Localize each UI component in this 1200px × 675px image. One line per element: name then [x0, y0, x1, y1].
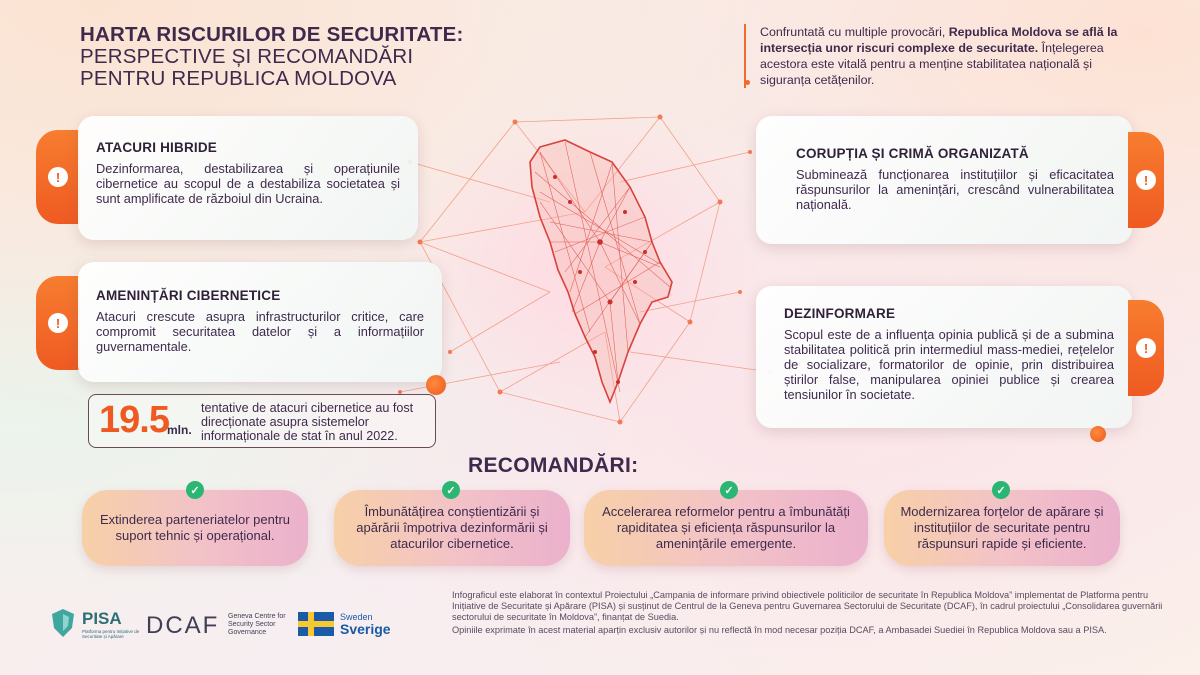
- page-title: [80, 24, 500, 90]
- corruption-title: CORUPȚIA ȘI CRIMĂ ORGANIZATĂ: [796, 146, 1029, 161]
- pisa-name: PISA: [82, 609, 122, 628]
- disinformation-title: DEZINFORMARE: [784, 306, 896, 321]
- pisa-subtitle: Platforma pentru Inițiative de Securitate și Apărare: [82, 629, 140, 639]
- title-line-2: PERSPECTIVE ȘI RECOMANDĂRI: [80, 45, 414, 68]
- warning-icon: !: [1136, 338, 1156, 358]
- dcaf-name: DCAF: [146, 612, 220, 639]
- recommendation-item: [884, 490, 1120, 566]
- recommendations-title: RECOMANDĂRI:: [468, 454, 639, 477]
- intro-part-2: Înțelegerea acestora este vitală pentru a menține stabilitatea națională și siguranța cetățenilor.: [760, 41, 1104, 87]
- cyber-threats-text: Atacuri crescute asupra infrastructurilor critice, care compromit securitatea datelor și a informațiilor guvernamentale.: [96, 309, 424, 354]
- pisa-logo: [50, 608, 150, 638]
- title-line-1: HARTA RISCURILOR DE SECURITATE:: [80, 23, 464, 46]
- check-icon: ✓: [992, 481, 1010, 499]
- stat-number: 19.5: [99, 399, 169, 441]
- disinformation-card: [756, 286, 1132, 428]
- footer-disclaimer: [452, 590, 1172, 638]
- recommendation-item: [82, 490, 308, 566]
- recommendation-item: [584, 490, 868, 566]
- recommendation-text: Extinderea parteneriatelor pentru suport tehnic și operațional.: [99, 512, 291, 543]
- warning-icon: !: [48, 313, 68, 333]
- sweden-line-1: Sweden: [340, 612, 373, 622]
- disinformation-accent-dot: [1090, 426, 1106, 442]
- recommendation-text: Modernizarea forțelor de apărare și instituțiilor de securitate pentru răspunsuri rapide și eficiente.: [900, 504, 1104, 551]
- footer-paragraph-1: Infograficul este elaborat în contextul Proiectului „Campania de informare privind obiectivele politicilor de securitate în Republica Moldova” implementat de Platforma pentru Inițiative de Securitate și Apărare (PISA) și susținut de Centrul de la Geneva pentru Guvernarea Sectorului de Securitate (DCAF), în cadrul proiectului „Consolidarea guvernării sectorului de securitate în Moldova”, finanțat de Suedia.: [452, 590, 1163, 622]
- dcaf-subtitle: Geneva Centre for Security Sector Governance: [228, 613, 286, 636]
- cyber-attacks-stat: [88, 394, 436, 448]
- cyber-warning-tab: [36, 276, 80, 370]
- hybrid-attacks-card: [78, 116, 418, 240]
- intro-text: [744, 24, 1124, 88]
- check-icon: ✓: [442, 481, 460, 499]
- footer-paragraph-2: Opiniile exprimate în acest material aparțin exclusiv autorilor și nu reflectă în mod necesar poziția DCAF, a Ambasadei Suediei în Republica Moldova sau a PISA.: [452, 625, 1107, 635]
- stat-unit: mln.: [167, 423, 192, 437]
- intro-part-1: Confruntată cu multiple provocări,: [760, 25, 949, 39]
- check-icon: ✓: [186, 481, 204, 499]
- check-icon: ✓: [720, 481, 738, 499]
- sweden-flag-icon: [298, 612, 334, 636]
- cyber-threats-card: [78, 262, 442, 382]
- hybrid-attacks-title: ATACURI HIBRIDE: [96, 140, 217, 155]
- recommendation-item: [334, 490, 570, 566]
- title-line-3: PENTRU REPUBLICA MOLDOVA: [80, 67, 397, 90]
- corruption-text: Subminează funcționarea instituțiilor și eficacitatea răspunsurilor la amenințări, crescând vulnerabilitatea națională.: [796, 167, 1114, 212]
- dcaf-logo: [146, 612, 286, 640]
- corruption-warning-tab: [1128, 132, 1164, 228]
- hybrid-warning-tab: [36, 130, 80, 224]
- disinformation-text: Scopul este de a influența opinia publică și de a submina stabilitatea politică prin intermediul mass-mediei, rețelelor de socializare, formatorilor de opinie, prin distribuirea știrilor false, manipularea opiniei publice și crearea tensiunilor în societate.: [784, 327, 1114, 402]
- stat-description: tentative de atacuri cibernetice au fost direcționate asupra sistemelor informaționale de stat în anul 2022.: [201, 401, 414, 443]
- sweden-line-2: Sverige: [340, 621, 391, 637]
- recommendation-text: Îmbunătățirea conștientizării și apărării împotriva dezinformării și atacurilor cibernetice.: [356, 504, 548, 551]
- moldova-network-map: [390, 92, 780, 452]
- disinformation-warning-tab: [1128, 300, 1164, 396]
- hybrid-attacks-text: Dezinformarea, destabilizarea și operațiunile cibernetice au scopul de a destabiliza societatea și sunt amplificate de războiul din Ucraina.: [96, 161, 400, 206]
- intro-bold: Republica Moldova se află la intersecția unor riscuri complexe de securitate.: [760, 25, 1118, 55]
- corruption-card: [756, 116, 1132, 244]
- recommendation-text: Accelerarea reformelor pentru a îmbunătăți rapiditatea și eficiența răspunsurilor la amenințările emergente.: [602, 504, 850, 551]
- cyber-accent-dot: [426, 375, 446, 395]
- warning-icon: !: [1136, 170, 1156, 190]
- cyber-threats-title: AMENINȚĂRI CIBERNETICE: [96, 288, 281, 303]
- warning-icon: !: [48, 167, 68, 187]
- intro-accent-dot: [745, 80, 750, 85]
- pisa-shield-icon: [50, 608, 76, 638]
